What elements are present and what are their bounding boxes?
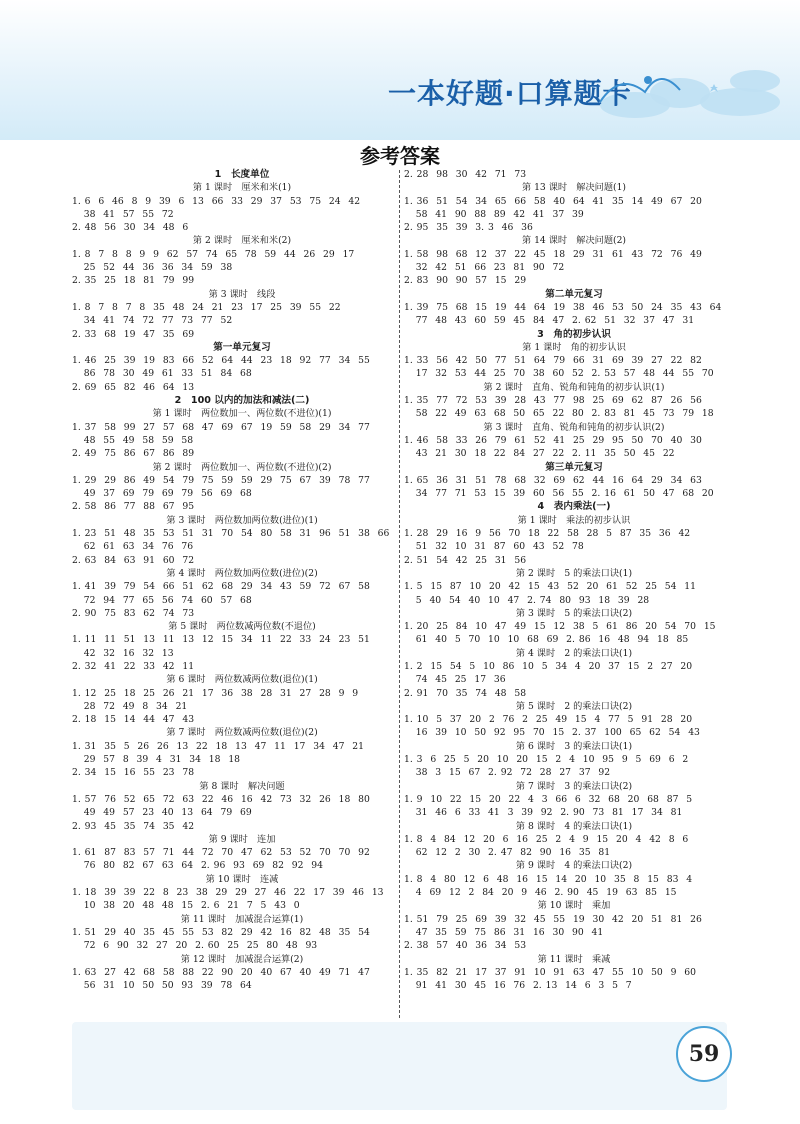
section-heading: 第一单元复习	[213, 341, 271, 353]
answer-line: 28 72 49 8 34 21	[72, 700, 188, 712]
answer-line: 32 42 51 66 23 81 90 72	[404, 262, 565, 274]
answer-line: 34 77 71 53 15 39 60 56 55 2. 16 61 50 47 68 20	[404, 488, 714, 500]
answer-line: 1. 46 58 33 26 79 61 52 41 25 29 95 50 70 40 30	[404, 434, 702, 446]
answer-line: 48 55 49 58 59 58	[72, 434, 194, 446]
answer-line: 51 32 10 31 87 60 43 52 78	[404, 541, 584, 553]
answer-line: 1. 8 7 8 8 9 9 62 57 74 65 78 59 44 26 29 17	[72, 248, 355, 260]
answer-line: 16 39 10 50 92 95 70 15 2. 37 100 65 62 54 43	[404, 727, 700, 739]
answer-line: 1. 41 39 79 54 66 51 62 68 29 34 43 59 72 67 58	[72, 581, 370, 593]
lesson-title: 第 9 课时 连加	[208, 833, 276, 845]
answer-line: 2. 48 56 30 34 48 6	[72, 222, 189, 234]
lesson-title: 第 1 课时 两位数加一、两位数(不进位)(1)	[152, 408, 332, 420]
answer-line: 91 41 30 45 16 76 2. 13 14 6 3 5 7	[404, 980, 632, 992]
answer-line: 2. 18 15 14 44 47 43	[72, 714, 195, 726]
footer-band	[72, 1022, 727, 1110]
section-heading: 第二单元复习	[545, 288, 603, 300]
answer-line: 2. 38 57 40 36 34 53	[404, 940, 527, 952]
brand-title: 一本好题·口算题卡	[388, 77, 632, 110]
lesson-title: 第 1 课时 角的初步认识	[522, 341, 626, 353]
answer-line: 2. 95 35 39 3. 3 46 36	[404, 222, 533, 234]
answer-line: 4 69 12 2 84 20 9 46 2. 90 45 19 63 85 15	[404, 887, 677, 899]
lesson-title: 第 2 课时 直角、锐角和钝角的初步认识(1)	[483, 381, 665, 393]
answer-line: 2. 91 70 35 74 48 58	[404, 687, 527, 699]
lesson-title: 第 7 课时 3 的乘法口诀(2)	[515, 780, 633, 792]
answer-line: 1. 20 25 84 10 47 49 15 12 38 5 61 86 20 54 70 15	[404, 621, 716, 633]
section-heading: 4 表内乘法(一)	[537, 501, 611, 513]
answer-line: 1. 10 5 37 20 2 76 2 25 49 15 4 77 5 91 28 20	[404, 714, 693, 726]
answer-line: 72 6 90 32 27 20 2. 60 25 25 80 48 93	[72, 940, 318, 952]
answer-line: 29 57 8 39 4 31 34 18 18	[72, 754, 241, 766]
lesson-title: 第 14 课时 解决问题(2)	[521, 235, 627, 247]
lesson-title: 第 3 课时 直角、锐角和钝角的初步认识(2)	[483, 421, 665, 433]
answer-line: 2. 33 68 19 47 35 69	[72, 328, 195, 340]
answer-line: 1. 36 51 54 34 65 66 58 40 64 41 35 14 49 67 20	[404, 195, 702, 207]
answer-line: 1. 57 76 52 65 72 63 22 46 16 42 73 32 26 18 80	[72, 793, 370, 805]
answer-line: 2. 35 25 18 81 79 99	[72, 275, 195, 287]
lesson-title: 第 6 课时 3 的乘法口诀(1)	[515, 740, 633, 752]
answer-line: 5 40 54 40 10 47 2. 74 80 93 18 39 28	[404, 594, 650, 606]
answer-line: 1. 46 25 39 19 83 66 52 64 44 23 18 92 77 34 55	[72, 355, 370, 367]
answer-line: 2. 58 86 77 88 67 95	[72, 501, 195, 513]
answer-line: 1. 29 29 86 49 54 79 75 59 59 29 75 67 39 78 77	[72, 474, 370, 486]
answer-line: 62 61 63 34 76 76	[72, 541, 194, 553]
answer-line: 31 46 6 33 41 3 39 92 2. 90 73 81 17 34 81	[404, 807, 683, 819]
answer-line: 2. 51 54 42 25 31 56	[404, 554, 527, 566]
answer-line: 58 41 90 88 89 42 41 37 39	[404, 208, 584, 220]
answer-line: 74 45 25 17 36	[404, 674, 506, 686]
answer-line: 1. 12 25 18 25 26 21 17 36 38 28 31 27 28 9 9	[72, 687, 359, 699]
lesson-title: 第 4 课时 两位数加两位数(进位)(2)	[166, 567, 318, 579]
answer-line: 1. 11 11 51 13 11 13 12 15 34 11 22 33 24 23 51	[72, 634, 370, 646]
lesson-title: 第 5 课时 2 的乘法口诀(2)	[515, 700, 633, 712]
answer-line: 1. 2 15 54 5 10 86 10 5 34 4 20 37 15 2 27 20	[404, 660, 693, 672]
answer-line: 2. 28 98 30 42 71 73	[404, 169, 527, 180]
answer-line: 1. 63 27 42 68 58 88 22 90 20 40 67 40 49 71 47	[72, 966, 370, 978]
lesson-title: 第 3 课时 线段	[208, 288, 276, 300]
answer-line: 42 32 16 32 13	[72, 647, 174, 659]
lesson-title: 第 2 课时 两位数加一、两位数(不进位)(2)	[152, 461, 332, 473]
answer-line: 2. 63 84 63 91 60 72	[72, 554, 195, 566]
lesson-title: 第 2 课时 厘米和米(2)	[192, 235, 292, 247]
answer-line: 77 48 43 60 59 45 84 47 2. 62 51 32 37 47 31	[404, 315, 695, 327]
answer-line: 56 31 10 50 50 93 39 78 64	[72, 980, 252, 992]
answer-column-left	[72, 168, 412, 992]
lesson-title: 第 10 课时 连减	[205, 873, 279, 885]
answer-line: 86 78 30 49 61 33 51 84 68	[72, 368, 252, 380]
answer-line: 2. 90 75 83 62 74 73	[72, 607, 195, 619]
lesson-title: 第 3 课时 5 的乘法口诀(2)	[515, 607, 633, 619]
answer-line: 1. 8 7 8 7 8 35 48 24 21 23 17 25 39 55 22	[72, 301, 341, 313]
answer-line: 1. 8 4 84 12 20 6 16 25 2 4 9 15 20 4 42 8 6	[404, 833, 689, 845]
answer-line: 38 41 57 55 72	[72, 208, 174, 220]
section-heading: 第三单元复习	[545, 461, 603, 473]
answer-line: 1. 8 4 80 12 6 48 16 15 14 20 10 35 8 15 83 4	[404, 873, 693, 885]
page-title: 参考答案	[360, 144, 440, 168]
answer-line: 2. 69 65 82 46 64 13	[72, 381, 195, 393]
answer-line: 1. 35 82 21 17 37 91 10 91 63 47 55 10 50 9 60	[404, 966, 696, 978]
lesson-title: 第 1 课时 乘法的初步认识	[517, 514, 631, 526]
answer-line: 72 94 77 65 56 74 60 57 68	[72, 594, 252, 606]
section-heading: 2 100 以内的加法和减法(二)	[174, 395, 310, 407]
answer-line: 1. 3 6 25 5 20 10 20 15 2 4 10 95 9 5 69 6 2	[404, 754, 689, 766]
answer-line: 62 12 2 30 2. 47 82 90 16 35 81	[404, 847, 611, 859]
answer-line: 76 80 82 67 63 64 2. 96 93 69 82 92 94	[72, 860, 323, 872]
section-heading: 3 角的初步认识	[537, 328, 611, 340]
answer-line: 2. 32 41 22 33 42 11	[72, 660, 195, 672]
answer-column-right	[404, 168, 744, 992]
lesson-title: 第 4 课时 2 的乘法口诀(1)	[515, 647, 633, 659]
answer-line: 1. 61 87 83 57 71 44 72 70 47 62 53 52 70 70 92	[72, 847, 370, 859]
answer-line: 47 35 59 75 86 31 16 30 90 41	[404, 926, 604, 938]
answer-line: 1. 37 58 99 27 57 68 47 69 67 19 59 58 29 34 77	[72, 421, 370, 433]
answer-line: 1. 39 75 68 15 19 44 64 19 38 46 53 50 24 35 43 64	[404, 301, 722, 313]
answer-line: 1. 6 6 46 8 9 39 6 13 66 33 29 37 53 75 24 42	[72, 195, 361, 207]
answer-line: 25 52 44 36 36 34 59 38	[72, 262, 233, 274]
answer-line: 1. 18 39 39 22 8 23 38 29 29 27 46 22 17 39 46 13	[72, 887, 384, 899]
answer-line: 1. 28 29 16 9 56 70 18 22 58 28 5 87 35 36 42	[404, 528, 691, 540]
lesson-title: 第 9 课时 4 的乘法口诀(2)	[515, 860, 633, 872]
answer-line: 38 3 15 67 2. 92 72 28 27 37 92	[404, 767, 611, 779]
answer-line: 2. 83 90 90 57 15 29	[404, 275, 527, 287]
section-heading: 1 长度单位	[214, 169, 270, 180]
answer-line: 43 21 30 18 22 84 27 22 2. 11 35 50 45 22	[404, 448, 675, 460]
answer-line: 49 49 57 23 40 13 64 79 69	[72, 807, 252, 819]
answer-line: 1. 51 79 25 69 39 32 45 55 19 30 42 20 51 81 26	[404, 913, 702, 925]
answer-line: 1. 5 15 87 10 20 42 15 43 52 20 61 52 25 54 11	[404, 581, 696, 593]
answer-line: 1. 33 56 42 50 77 51 64 79 66 31 69 39 27 22 82	[404, 355, 702, 367]
lesson-title: 第 1 课时 厘米和米(1)	[192, 182, 292, 194]
lesson-title: 第 11 课时 加减混合运算(1)	[180, 913, 304, 925]
answer-line: 17 32 53 44 25 70 38 60 52 2. 53 57 48 44 55 70	[404, 368, 714, 380]
answer-line: 61 40 5 70 10 10 68 69 2. 86 16 48 94 18 85	[404, 634, 689, 646]
lesson-title: 第 13 课时 解决问题(1)	[521, 182, 627, 194]
answer-line: 34 41 74 72 77 73 77 52	[72, 315, 233, 327]
answer-line: 1. 23 51 48 35 53 51 31 70 54 80 58 31 96 51 38 66	[72, 528, 390, 540]
fairy-icon	[590, 62, 780, 122]
answer-line: 2. 34 15 16 55 23 78	[72, 767, 195, 779]
lesson-title: 第 5 课时 两位数减两位数(不退位)	[168, 621, 316, 633]
lesson-title: 第 8 课时 解决问题	[199, 780, 285, 792]
lesson-title: 第 7 课时 两位数减两位数(退位)(2)	[166, 727, 318, 739]
answer-line: 1. 31 35 5 26 26 13 22 18 13 47 11 17 34 47 21	[72, 740, 364, 752]
answer-line: 1. 51 29 40 35 45 55 53 82 29 42 16 82 48 35 54	[72, 926, 370, 938]
lesson-title: 第 8 课时 4 的乘法口诀(1)	[515, 820, 633, 832]
answer-line: 1. 65 36 31 51 78 68 32 69 62 44 16 64 29 34 63	[404, 474, 702, 486]
answer-line: 1. 58 98 68 12 37 22 45 18 29 31 61 43 72 76 49	[404, 248, 702, 260]
answer-line: 1. 9 10 22 15 20 22 4 3 66 6 32 68 20 68 87 5	[404, 793, 693, 805]
lesson-title: 第 10 课时 乘加	[537, 900, 611, 912]
lesson-title: 第 3 课时 两位数加两位数(进位)(1)	[166, 514, 318, 526]
answer-line: 2. 49 75 86 67 86 89	[72, 448, 195, 460]
lesson-title: 第 11 课时 乘减	[537, 953, 611, 965]
answer-line: 2. 93 45 35 74 35 42	[72, 820, 195, 832]
answer-line: 10 38 20 48 48 15 2. 6 21 7 5 43 0	[72, 900, 300, 912]
answer-line: 49 37 69 79 69 79 56 69 68	[72, 488, 252, 500]
page-number: 59	[676, 1026, 732, 1082]
answer-line: 58 22 49 63 68 50 65 22 80 2. 83 81 45 73 79 18	[404, 408, 714, 420]
lesson-title: 第 2 课时 5 的乘法口诀(1)	[515, 567, 633, 579]
answer-line: 1. 35 77 72 53 39 28 43 77 98 25 69 62 87 26 56	[404, 395, 702, 407]
lesson-title: 第 12 课时 加减混合运算(2)	[180, 953, 304, 965]
lesson-title: 第 6 课时 两位数减两位数(退位)(1)	[166, 674, 318, 686]
